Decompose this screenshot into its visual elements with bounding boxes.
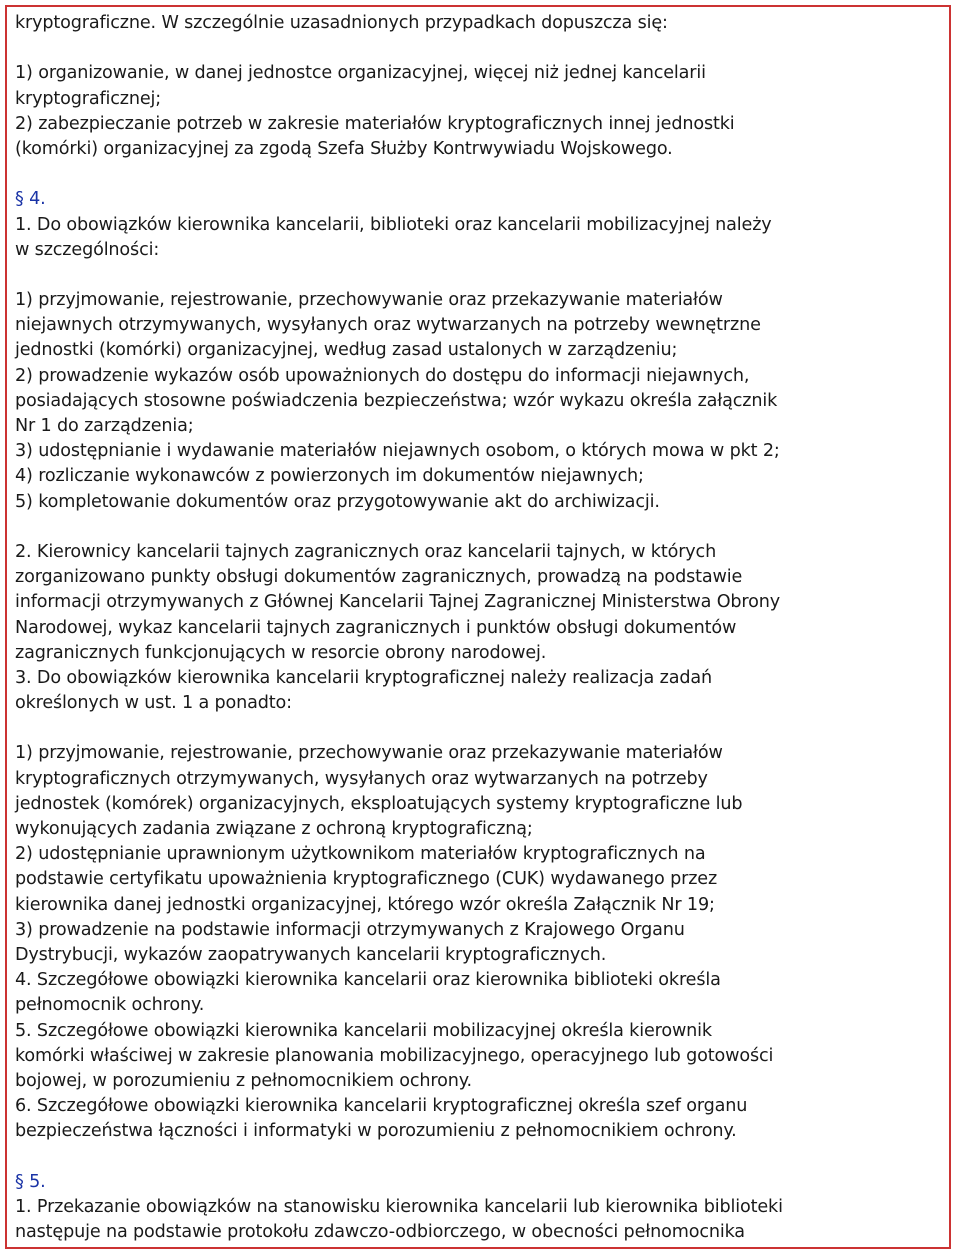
- text-line: informacji otrzymywanych z Głównej Kancelarii Tajnej Zagranicznej Ministerstwa Obrony: [15, 592, 780, 613]
- text-line: 1. Przekazanie obowiązków na stanowisku kierownika kancelarii lub kierownika biblioteki: [15, 1196, 783, 1217]
- text-line: zorganizowano punkty obsługi dokumentów zagranicznych, prowadzą na podstawie: [15, 567, 743, 588]
- blank-line: [15, 1144, 945, 1169]
- text-line: 3. Do obowiązków kierownika kancelarii kryptograficznej należy realizacja zadań: [15, 667, 712, 688]
- text-line: jednostki (komórki) organizacyjnej, według zasad ustalonych w zarządzeniu;: [15, 340, 678, 361]
- text-line: 2. Kierownicy kancelarii tajnych zagranicznych oraz kancelarii tajnych, w których: [15, 541, 717, 562]
- text-line: 2) zabezpieczanie potrzeb w zakresie materiałów kryptograficznych innej jednostki: [15, 113, 735, 134]
- text-line: podstawie certyfikatu upoważnienia kryptograficznego (CUK) wydawanego przez: [15, 869, 718, 890]
- text-line: 6. Szczegółowe obowiązki kierownika kancelarii kryptograficznej określa szef organu: [15, 1096, 748, 1117]
- text-line: kryptograficznych otrzymywanych, wysyłanych oraz wytwarzanych na potrzeby: [15, 768, 708, 789]
- text-line: 4. Szczegółowe obowiązki kierownika kancelarii oraz kierownika biblioteki określa: [15, 970, 721, 991]
- text-line: pełnomocnik ochrony.: [15, 995, 205, 1016]
- text-line: Nr 1 do zarządzenia;: [15, 416, 194, 436]
- text-line: w szczególności:: [15, 239, 160, 260]
- text-line: bezpieczeństwa łączności i informatyki w porozumieniu z pełnomocnikiem ochrony.: [15, 1121, 737, 1142]
- text-line: bojowej, w porozumieniu z pełnomocnikiem ochrony.: [15, 1070, 472, 1091]
- text-line: jednostek (komórek) organizacyjnych, eksploatujących systemy kryptograficzne lub: [15, 793, 743, 814]
- text-line: kierownika danej jednostki organizacyjnej, którego wzór określa Załącznik Nr 19;: [15, 894, 715, 915]
- text-line: 3) udostępnianie i wydawanie materiałów niejawnych osobom, o których mowa w pkt 2;: [15, 441, 780, 462]
- section-heading: § 4.: [15, 189, 46, 210]
- text-line: niejawnych otrzymywanych, wysyłanych oraz wytwarzanych na potrzeby wewnętrzne: [15, 315, 761, 336]
- text-line: komórki właściwej w zakresie planowania mobilizacyjnego, operacyjnego lub gotowości: [15, 1045, 774, 1066]
- text-line: 1) przyjmowanie, rejestrowanie, przechowywanie oraz przekazywanie materiałów: [15, 743, 723, 764]
- text-line: określonych w ust. 1 a ponadto:: [15, 693, 292, 714]
- section-heading: § 5.: [15, 1171, 46, 1192]
- text-line: 2) udostępnianie uprawnionym użytkownikom materiałów kryptograficznych na: [15, 844, 706, 865]
- text-line: 3) prowadzenie na podstawie informacji otrzymywanych z Krajowego Organu: [15, 919, 685, 940]
- text-line: posiadających stosowne poświadczenia bezpieczeństwa; wzór wykazu określa załącznik: [15, 390, 778, 411]
- text-line: 1. Do obowiązków kierownika kancelarii, biblioteki oraz kancelarii mobilizacyjnej należy: [15, 214, 772, 235]
- blank-line: [15, 36, 945, 61]
- text-line: 1) organizowanie, w danej jednostce organizacyjnej, więcej niż jednej kancelarii: [15, 63, 706, 84]
- text-line: 5. Szczegółowe obowiązki kierownika kancelarii mobilizacyjnej określa kierownik: [15, 1020, 712, 1041]
- text-line: Narodowej, wykaz kancelarii tajnych zagranicznych i punktów obsługi dokumentów: [15, 617, 737, 638]
- blank-line: [15, 162, 945, 187]
- text-line: kryptograficznej;: [15, 88, 162, 109]
- document-body: [15, 11, 945, 1245]
- blank-line: [15, 263, 945, 288]
- text-line: kryptograficzne. W szczególnie uzasadnionych przypadkach dopuszcza się:: [15, 13, 668, 33]
- text-line: 4) rozliczanie wykonawców z powierzonych im dokumentów niejawnych;: [15, 466, 644, 487]
- text-line: wykonujących zadania związane z ochroną kryptograficzną;: [15, 819, 533, 839]
- blank-line: [15, 515, 945, 540]
- blank-line: [15, 716, 945, 741]
- text-line: 1) przyjmowanie, rejestrowanie, przechowywanie oraz przekazywanie materiałów: [15, 290, 723, 311]
- text-line: (komórki) organizacyjnej za zgodą Szefa Służby Kontrwywiadu Wojskowego.: [15, 138, 673, 159]
- text-line: zagranicznych funkcjonujących w resorcie obrony narodowej.: [15, 642, 547, 663]
- text-line: 5) kompletowanie dokumentów oraz przygotowywanie akt do archiwizacji.: [15, 491, 660, 512]
- text-line: 2) prowadzenie wykazów osób upoważnionych do dostępu do informacji niejawnych,: [15, 365, 750, 386]
- text-line: Dystrybucji, wykazów zaopatrywanych kancelarii kryptograficznych.: [15, 944, 607, 965]
- text-line: następuje na podstawie protokołu zdawczo-odbiorczego, w obecności pełnomocnika: [15, 1222, 745, 1242]
